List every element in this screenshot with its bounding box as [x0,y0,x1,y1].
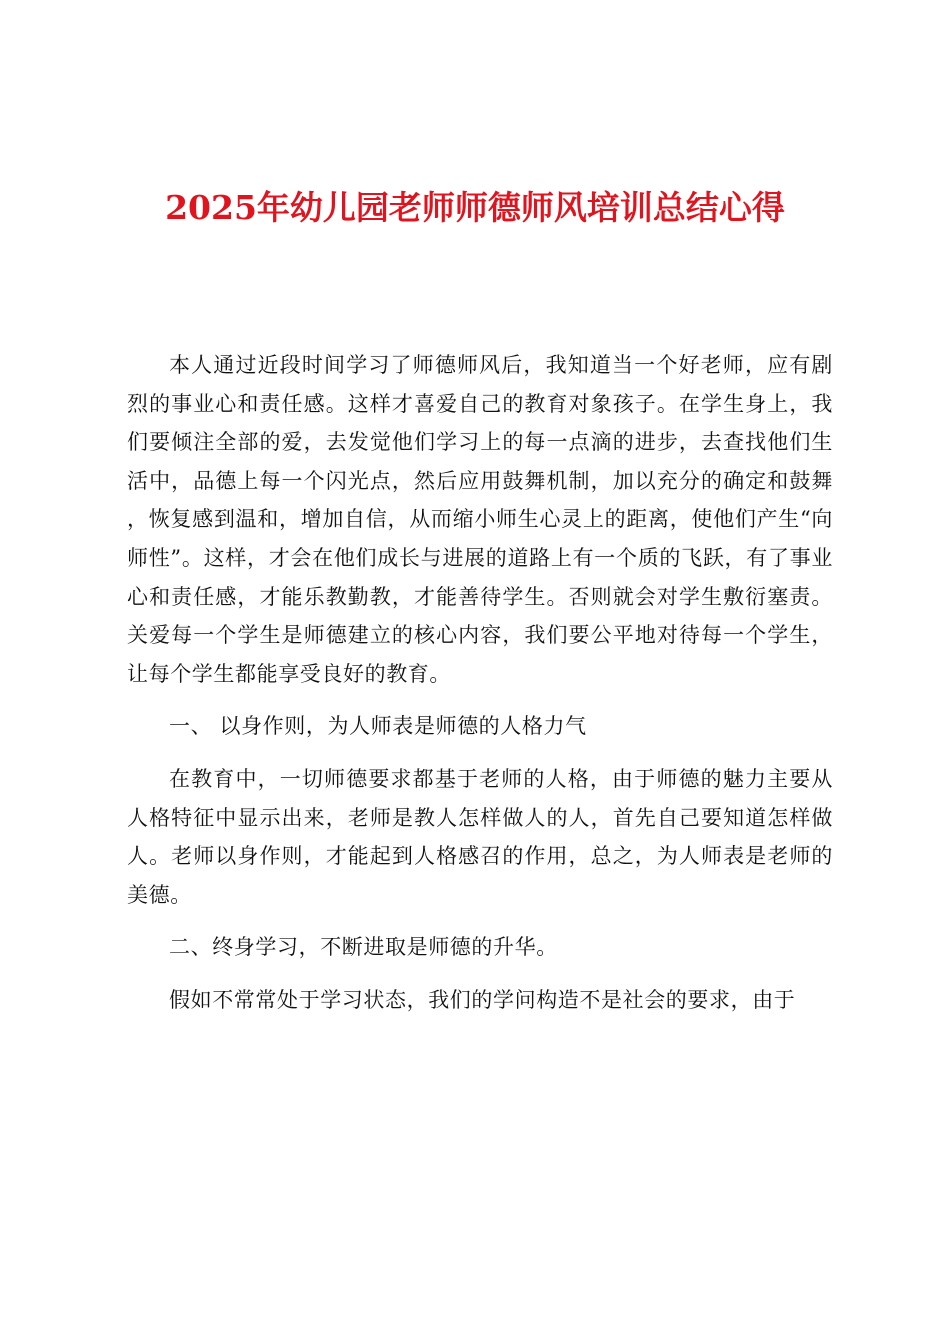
paragraph-2: 在教育中，一切师德要求都基于老师的人格，由于师德的魅力主要从人格特征中显示出来，老师是教人怎样做人的人，首先自己要知道怎样做人。老师以身作则，才能起到人格感召的作用，总之，为人师表是老师的美德。 [127,766,833,907]
section-heading-2: 二、终身学习，不断进取是师德的升华。 [169,935,558,960]
paragraph-1: 本人通过近段时间学习了师德师风后，我知道当一个好老师，应有剧烈的事业心和责任感。这样才喜爱自己的教育对象孩子。在学生身上，我们要倾注全部的爱，去发觉他们学习上的每一点滴的进步，去查找他们生活中，品德上每一个闪光点，然后应用鼓舞机制，加以充分的确定和鼓舞，恢复感到温和，增加自信，从而缩小师生心灵上的距离，使他们产生“向师性”。这样，才会在他们成长与进展的道路上有一个质的飞跃，有了事业心和责任感，才能乐教勤教，才能善待学生。否则就会对学生敷衍塞责。关爱每一个学生是师德建立的核心内容，我们要公平地对待每一个学生，让每个学生都能享受良好的教育。 [127,353,833,686]
paragraph-gap [127,967,833,981]
paragraph-gap [127,693,833,707]
document-title: 2025年幼儿园老师师德师风培训总结心得 [165,188,785,227]
paragraph-gap [127,746,833,760]
document-body [127,346,833,1020]
paragraph-3: 假如不常常处于学习状态，我们的学问构造不是社会的要求，由于 [169,987,796,1012]
paragraph-gap [127,914,833,928]
section-heading-1: 一、 以身作则，为人师表是师德的人格力气 [169,714,587,739]
